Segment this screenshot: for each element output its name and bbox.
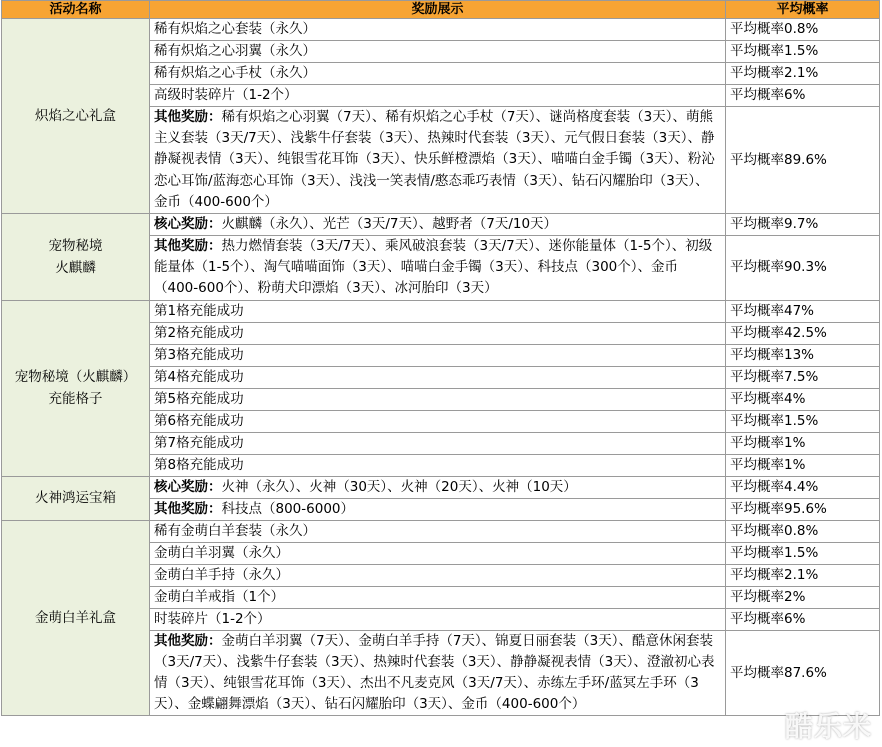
reward-cell — [150, 322, 726, 344]
reward-text: 第6格充能成功 — [154, 412, 244, 429]
activity-name-line: 炽焰之心礼盒 — [35, 108, 116, 124]
reward-text: 第3格充能成功 — [154, 346, 244, 363]
probability-cell: 平均概率89.6% — [726, 107, 880, 214]
reward-text: 火麒麟（永久）、光芒（3天/7天）、越野者（7天/10天） — [221, 216, 558, 233]
activity-name-line: 火神鸿运宝箱 — [35, 490, 116, 507]
probability-cell: 平均概率9.7% — [726, 214, 880, 236]
reward-cell — [150, 388, 726, 410]
reward-text: 第5格充能成功 — [154, 390, 244, 407]
reward-text: 第8格充能成功 — [154, 456, 244, 473]
probability-cell: 平均概率47% — [726, 300, 880, 322]
probability-cell: 平均概率4.4% — [726, 476, 880, 498]
activity-name-line: 火麒麟 — [55, 259, 96, 276]
probability-cell: 平均概率2.1% — [726, 63, 880, 85]
table-body — [2, 19, 880, 716]
reward-cell — [150, 41, 726, 63]
reward-label: 其他奖励： — [154, 109, 222, 125]
header-activity-name: 活动名称 — [2, 1, 150, 19]
probability-cell: 平均概率87.6% — [726, 630, 880, 716]
header-average-probability: 平均概率 — [726, 1, 880, 19]
probability-cell: 平均概率1% — [726, 432, 880, 454]
reward-text: 时装碎片（1-2个） — [154, 610, 271, 627]
reward-cell — [150, 300, 726, 322]
reward-text: 第7格充能成功 — [154, 434, 244, 451]
reward-label: 其他奖励： — [154, 238, 222, 255]
reward-text: 稀有炽焰之心手杖（永久） — [154, 65, 316, 81]
reward-cell — [150, 498, 726, 520]
reward-cell — [150, 454, 726, 476]
reward-cell — [150, 366, 726, 388]
reward-text: 稀有炽焰之心套装（永久） — [154, 21, 316, 37]
reward-cell — [150, 236, 726, 301]
probability-cell: 平均概率1.5% — [726, 41, 880, 63]
reward-text: 稀有炽焰之心羽翼（7天）、稀有炽焰之心手杖（7天）、谜尚格度套装（3天）、萌熊主义套装（3天/7天）、浅紫牛仔套装（3天）、热辣时代套装（3天）、元气假日套装（3天）、静静凝视表情（3天）、纯银雪花耳饰（3天）、快乐鲜橙漂焰（3天）、喵喵白金手镯（3天）、粉沁恋心耳饰/蓝海恋心耳饰（3天）、浅浅一笑表情/憨态乖巧表情（3天）、钻石闪耀胎印（3天）、金币（400-600个） — [154, 109, 715, 210]
reward-text: 科技点（800-6000） — [221, 500, 354, 517]
table-row — [2, 476, 880, 498]
probability-cell: 平均概率1% — [726, 454, 880, 476]
probability-cell: 平均概率0.8% — [726, 520, 880, 542]
reward-cell — [150, 564, 726, 586]
reward-cell — [150, 214, 726, 236]
activity-name-line: 宠物秘境 — [48, 237, 103, 254]
watermark-logo: 酷乐米 — [784, 710, 872, 743]
activity-name-cell — [2, 214, 150, 301]
probability-cell: 平均概率42.5% — [726, 322, 880, 344]
reward-cell — [150, 520, 726, 542]
activity-name-cell — [2, 19, 150, 214]
header-reward-display: 奖励展示 — [150, 1, 726, 19]
probability-cell: 平均概率4% — [726, 388, 880, 410]
reward-cell — [150, 344, 726, 366]
reward-cell — [150, 63, 726, 85]
reward-cell — [150, 586, 726, 608]
probability-cell: 平均概率2% — [726, 586, 880, 608]
reward-text: 火神（永久）、火神（30天）、火神（20天）、火神（10天） — [221, 478, 577, 495]
probability-cell: 平均概率7.5% — [726, 366, 880, 388]
probability-cell: 平均概率2.1% — [726, 564, 880, 586]
reward-text: 金萌白羊羽翼（永久） — [154, 544, 289, 561]
reward-cell — [150, 476, 726, 498]
reward-text: 第4格充能成功 — [154, 368, 244, 385]
probability-cell: 平均概率95.6% — [726, 498, 880, 520]
reward-text: 金萌白羊羽翼（7天）、金萌白羊手持（7天）、锦夏日丽套装（3天）、酷意休闲套装（3天/7天）、浅紫牛仔套装（3天）、热辣时代套装（3天）、静静凝视表情（3天）、澄澈初心表情（3天）、纯银雪花耳饰（3天）、杰出不凡麦克风（3天/7天）、赤练左手环/蓝冥左手环（3天）、金蝶翩舞漂焰（3天）、钻石闪耀胎印（3天）、金币（400-600个） — [154, 632, 715, 713]
reward-probability-table — [1, 0, 880, 716]
probability-cell: 平均概率6% — [726, 608, 880, 630]
probability-cell: 平均概率13% — [726, 344, 880, 366]
reward-text: 第1格充能成功 — [154, 302, 244, 319]
probability-cell: 平均概率90.3% — [726, 236, 880, 301]
reward-label: 其他奖励： — [154, 632, 222, 649]
table-row — [2, 19, 880, 41]
table-row — [2, 520, 880, 542]
reward-text: 稀有金萌白羊套装（永久） — [154, 522, 316, 539]
reward-label: 核心奖励： — [154, 216, 222, 233]
reward-cell — [150, 542, 726, 564]
reward-label: 核心奖励： — [154, 478, 222, 495]
reward-text: 稀有炽焰之心羽翼（永久） — [154, 43, 316, 59]
probability-cell: 平均概率0.8% — [726, 19, 880, 41]
reward-text: 热力燃情套装（3天/7天）、乘风破浪套装（3天/7天）、迷你能量体（1-5个）、初级能量体（1-5个）、淘气喵喵面饰（3天）、喵喵白金手镯（3天）、科技点（300个）、金币（400-600个）、粉萌犬印漂焰（3天）、冰河胎印（3天） — [154, 238, 713, 297]
activity-name-cell — [2, 300, 150, 476]
table-header-row — [2, 1, 880, 19]
activity-name-cell — [2, 476, 150, 520]
activity-name-line: 金萌白羊礼盒 — [35, 610, 116, 627]
reward-cell — [150, 630, 726, 716]
reward-label: 其他奖励： — [154, 500, 222, 517]
probability-cell: 平均概率6% — [726, 85, 880, 107]
activity-name-cell — [2, 520, 150, 716]
reward-cell — [150, 432, 726, 454]
activity-name-line: 充能格子 — [48, 391, 103, 408]
reward-cell — [150, 107, 726, 214]
reward-cell — [150, 410, 726, 432]
reward-text: 第2格充能成功 — [154, 324, 244, 341]
reward-text: 金萌白羊手持（永久） — [154, 566, 289, 583]
activity-name-line: 宠物秘境（火麒麟） — [14, 369, 137, 386]
reward-text: 金萌白羊戒指（1个） — [154, 588, 285, 605]
reward-text: 高级时装碎片（1-2个） — [154, 87, 298, 103]
reward-cell — [150, 19, 726, 41]
reward-cell — [150, 85, 726, 107]
probability-cell: 平均概率1.5% — [726, 410, 880, 432]
reward-cell — [150, 608, 726, 630]
table-row — [2, 300, 880, 322]
table-row — [2, 214, 880, 236]
probability-cell: 平均概率1.5% — [726, 542, 880, 564]
